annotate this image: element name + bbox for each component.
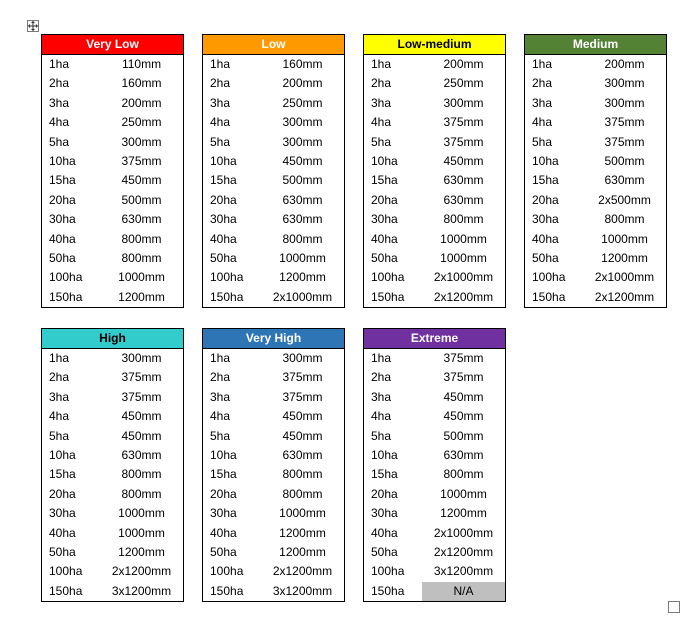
area-cell: 15ha (49, 173, 76, 188)
pipe-size-cell: 200mm (443, 57, 484, 71)
table-row (525, 249, 666, 268)
area-cell: 50ha (371, 250, 398, 265)
table-header: Low-medium (364, 35, 505, 55)
table-row (364, 368, 505, 387)
area-cell: 15ha (210, 467, 237, 482)
table-row (42, 504, 183, 523)
area-cell: 40ha (371, 231, 398, 246)
table-row (203, 94, 344, 113)
pipe-size-cell: 630mm (121, 447, 162, 462)
area-cell: 3ha (371, 389, 392, 404)
pipe-size-cell: 375mm (443, 134, 484, 149)
table-row (42, 465, 183, 484)
table-row (42, 249, 183, 268)
pipe-size-cell: 375mm (443, 370, 484, 385)
area-cell: 150ha (371, 289, 405, 304)
pipe-size-cell: 450mm (282, 409, 323, 424)
pipe-size-cell: 300mm (604, 76, 645, 91)
table-row (42, 582, 183, 601)
area-cell: 1ha (210, 57, 231, 71)
area-cell: 15ha (371, 467, 398, 482)
pipe-size-cell: 300mm (282, 115, 323, 130)
pipe-size-cell: 300mm (604, 95, 645, 110)
area-cell: 4ha (371, 115, 392, 130)
table-row (203, 249, 344, 268)
table-resize-handle-icon[interactable] (668, 601, 680, 613)
table-row (364, 582, 505, 601)
pipe-size-cell: 250mm (282, 95, 323, 110)
pipe-size-cell: 375mm (604, 134, 645, 149)
area-cell: 4ha (49, 115, 70, 130)
area-cell: 40ha (210, 525, 237, 540)
table-row (364, 288, 505, 307)
table-row (364, 268, 505, 287)
area-cell: 3ha (371, 95, 392, 110)
area-cell: 150ha (49, 289, 83, 304)
pipe-size-cell: 300mm (121, 351, 162, 365)
area-cell: 50ha (49, 544, 76, 559)
pipe-size-cell: 800mm (121, 467, 162, 482)
table-row (42, 407, 183, 426)
pipe-size-cell: 1000mm (440, 250, 487, 265)
table-row (203, 74, 344, 93)
area-cell: 150ha (210, 583, 244, 598)
area-cell: 15ha (371, 173, 398, 188)
table-row (42, 543, 183, 562)
table-row (525, 94, 666, 113)
area-cell: 4ha (210, 115, 231, 130)
pipe-size-cell: 450mm (443, 409, 484, 424)
area-cell: 5ha (532, 134, 553, 149)
table-row (42, 349, 183, 368)
area-cell: 10ha (210, 447, 237, 462)
table-row (203, 268, 344, 287)
table-row (364, 230, 505, 249)
area-cell: 150ha (210, 289, 244, 304)
pipe-size-cell: 1200mm (118, 289, 165, 304)
area-cell: 5ha (49, 428, 70, 443)
table-row (203, 446, 344, 465)
table-row (525, 210, 666, 229)
area-cell: 40ha (210, 231, 237, 246)
pipe-size-cell: 1200mm (279, 544, 326, 559)
area-cell: 10ha (532, 153, 559, 168)
pipe-size-cell: 300mm (282, 351, 323, 365)
pipe-size-cell: 2x1200mm (111, 564, 172, 579)
area-cell: 30ha (532, 212, 559, 227)
pipe-size-cell: 300mm (443, 95, 484, 110)
pipe-size-cell: 2x500mm (598, 192, 651, 207)
table-row (364, 388, 505, 407)
area-cell: 1ha (210, 351, 231, 365)
table-row (364, 446, 505, 465)
table-row (203, 485, 344, 504)
area-cell: 100ha (371, 270, 405, 285)
table-row (364, 55, 505, 74)
pipe-size-cell: 630mm (443, 447, 484, 462)
table-row (364, 74, 505, 93)
area-cell: 30ha (371, 506, 398, 521)
table-row (364, 210, 505, 229)
area-cell: 3ha (49, 95, 70, 110)
table-row (42, 94, 183, 113)
pipe-size-cell: 2x1200mm (433, 544, 494, 559)
pipe-size-cell: 1000mm (440, 486, 487, 501)
area-cell: 3ha (210, 95, 231, 110)
table-header: Low (203, 35, 344, 55)
area-cell: 2ha (210, 76, 231, 91)
table-row (203, 562, 344, 581)
pipe-size-cell: 3x1200mm (272, 583, 333, 598)
table-row (42, 113, 183, 132)
table-row (42, 268, 183, 287)
table-move-handle-icon[interactable] (27, 20, 39, 32)
table-row (525, 288, 666, 307)
pipe-size-cell: 630mm (282, 212, 323, 227)
pipe-size-cell: 375mm (443, 351, 484, 365)
table-row (42, 288, 183, 307)
area-cell: 15ha (210, 173, 237, 188)
area-cell: 150ha (371, 583, 405, 598)
table-row (525, 191, 666, 210)
table-row (42, 171, 183, 190)
pipe-size-cell: 450mm (443, 153, 484, 168)
area-cell: 50ha (49, 250, 76, 265)
pipe-size-cell: 630mm (282, 447, 323, 462)
table-row (42, 485, 183, 504)
table-row (203, 407, 344, 426)
pipe-size-cell: 3x1200mm (111, 583, 172, 598)
pipe-size-cell: 1200mm (440, 506, 487, 521)
table-row (203, 230, 344, 249)
pipe-size-cell: 2x1000mm (433, 270, 494, 285)
pipe-size-cell: 2x1200mm (433, 289, 494, 304)
table-row (203, 582, 344, 601)
table-row (364, 504, 505, 523)
table-row (364, 407, 505, 426)
area-cell: 1ha (49, 351, 70, 365)
area-cell: 5ha (49, 134, 70, 149)
pipe-size-cell: 800mm (121, 231, 162, 246)
table-row (42, 368, 183, 387)
table-header: High (42, 329, 183, 349)
table-row (525, 268, 666, 287)
area-cell: 10ha (49, 153, 76, 168)
table-row (203, 388, 344, 407)
area-cell: 100ha (532, 270, 566, 285)
table-row (42, 210, 183, 229)
area-cell: 50ha (532, 250, 559, 265)
area-cell: 30ha (49, 506, 76, 521)
table-row (203, 543, 344, 562)
area-cell: 20ha (371, 192, 398, 207)
table-very-low (41, 34, 184, 308)
table-row (203, 133, 344, 152)
area-cell: 20ha (49, 192, 76, 207)
table-row (364, 191, 505, 210)
table-row (203, 191, 344, 210)
table-row (42, 74, 183, 93)
table-header: Extreme (364, 329, 505, 349)
area-cell: 10ha (371, 447, 398, 462)
pipe-size-cell: 630mm (282, 192, 323, 207)
table-row (364, 485, 505, 504)
table-row (364, 543, 505, 562)
pipe-size-cell: 800mm (604, 212, 645, 227)
pipe-size-cell: 375mm (121, 370, 162, 385)
area-cell: 4ha (49, 409, 70, 424)
pipe-size-cell: 375mm (282, 370, 323, 385)
pipe-size-cell: 300mm (282, 134, 323, 149)
area-cell: 2ha (210, 370, 231, 385)
area-cell: 1ha (532, 57, 553, 71)
area-cell: 20ha (49, 486, 76, 501)
table-row (203, 210, 344, 229)
area-cell: 20ha (210, 486, 237, 501)
area-cell: 100ha (210, 270, 244, 285)
area-cell: 4ha (210, 409, 231, 424)
area-cell: 100ha (210, 564, 244, 579)
table-header: Very Low (42, 35, 183, 55)
pipe-size-cell: 800mm (282, 486, 323, 501)
table-row (42, 562, 183, 581)
area-cell: 5ha (210, 134, 231, 149)
pipe-size-cell: 800mm (121, 250, 162, 265)
table-row (42, 55, 183, 74)
area-cell: 100ha (49, 270, 83, 285)
area-cell: 2ha (49, 76, 70, 91)
pipe-size-cell: 1200mm (118, 544, 165, 559)
pipe-size-cell: 1200mm (279, 525, 326, 540)
table-very-high (202, 328, 345, 602)
area-cell: 1ha (371, 351, 392, 365)
pipe-size-cell: 1000mm (279, 250, 326, 265)
pipe-size-cell: 800mm (443, 467, 484, 482)
pipe-size-cell: 200mm (282, 76, 323, 91)
pipe-size-cell: 200mm (121, 95, 162, 110)
table-row (42, 152, 183, 171)
table-row (525, 55, 666, 74)
table-row (525, 230, 666, 249)
table-row (364, 249, 505, 268)
pipe-size-cell: 200mm (604, 57, 645, 71)
pipe-size-cell: 375mm (604, 115, 645, 130)
pipe-size-cell: 375mm (121, 389, 162, 404)
pipe-size-cell: 375mm (443, 115, 484, 130)
area-cell: 150ha (49, 583, 83, 598)
pipe-size-cell: 3x1200mm (433, 564, 494, 579)
area-cell: 4ha (532, 115, 553, 130)
area-cell: 30ha (371, 212, 398, 227)
area-cell: 3ha (210, 389, 231, 404)
table-row (203, 504, 344, 523)
table-row (364, 349, 505, 368)
area-cell: 40ha (49, 525, 76, 540)
table-row (364, 152, 505, 171)
table-row (364, 562, 505, 581)
area-cell: 2ha (532, 76, 553, 91)
pipe-size-cell: 500mm (443, 428, 484, 443)
area-cell: 10ha (49, 447, 76, 462)
area-cell: 40ha (49, 231, 76, 246)
area-cell: 1ha (371, 57, 392, 71)
area-cell: 5ha (371, 134, 392, 149)
area-cell: 30ha (49, 212, 76, 227)
pipe-size-cell: 450mm (443, 389, 484, 404)
pipe-size-cell: N/A (422, 582, 505, 601)
pipe-size-cell: 160mm (121, 76, 162, 91)
pipe-size-cell: 500mm (282, 173, 323, 188)
table-row (203, 113, 344, 132)
pipe-size-cell: 375mm (121, 153, 162, 168)
table-row (203, 288, 344, 307)
area-cell: 2ha (49, 370, 70, 385)
area-cell: 3ha (532, 95, 553, 110)
area-cell: 100ha (49, 564, 83, 579)
pipe-size-cell: 1000mm (118, 506, 165, 521)
pipe-size-cell: 800mm (282, 231, 323, 246)
table-low-medium (363, 34, 506, 308)
area-cell: 5ha (371, 428, 392, 443)
area-cell: 15ha (49, 467, 76, 482)
area-cell: 100ha (371, 564, 405, 579)
table-row (364, 524, 505, 543)
area-cell: 4ha (371, 409, 392, 424)
table-extreme (363, 328, 506, 602)
pipe-size-cell: 1000mm (118, 525, 165, 540)
table-row (42, 191, 183, 210)
table-high (41, 328, 184, 602)
table-row (525, 113, 666, 132)
table-header: Very High (203, 329, 344, 349)
table-row (364, 171, 505, 190)
pipe-size-cell: 1200mm (601, 250, 648, 265)
area-cell: 20ha (371, 486, 398, 501)
pipe-size-cell: 2x1000mm (433, 525, 494, 540)
pipe-size-cell: 1000mm (279, 506, 326, 521)
table-row (525, 74, 666, 93)
area-cell: 3ha (49, 389, 70, 404)
pipe-size-cell: 800mm (121, 486, 162, 501)
area-cell: 40ha (532, 231, 559, 246)
area-cell: 30ha (210, 506, 237, 521)
area-cell: 50ha (371, 544, 398, 559)
area-cell: 30ha (210, 212, 237, 227)
pipe-size-cell: 375mm (282, 389, 323, 404)
table-row (203, 349, 344, 368)
table-row (364, 113, 505, 132)
area-cell: 2ha (371, 76, 392, 91)
pipe-size-cell: 450mm (121, 173, 162, 188)
table-row (525, 152, 666, 171)
pipe-size-cell: 2x1000mm (272, 289, 333, 304)
table-row (203, 152, 344, 171)
pipe-size-cell: 450mm (282, 428, 323, 443)
pipe-size-cell: 630mm (443, 173, 484, 188)
pipe-size-cell: 2x1000mm (594, 270, 655, 285)
pipe-size-cell: 500mm (604, 153, 645, 168)
area-cell: 1ha (49, 57, 70, 71)
table-row (525, 133, 666, 152)
table-row (42, 427, 183, 446)
table-row (42, 524, 183, 543)
pipe-size-cell: 450mm (121, 428, 162, 443)
table-row (203, 171, 344, 190)
area-cell: 20ha (532, 192, 559, 207)
pipe-size-cell: 1200mm (279, 270, 326, 285)
table-row (364, 427, 505, 446)
pipe-size-cell: 2x1200mm (594, 289, 655, 304)
table-row (42, 133, 183, 152)
area-cell: 5ha (210, 428, 231, 443)
pipe-size-cell: 450mm (121, 409, 162, 424)
pipe-size-cell: 1000mm (118, 270, 165, 285)
pipe-size-cell: 250mm (121, 115, 162, 130)
table-row (42, 388, 183, 407)
table-medium (524, 34, 667, 308)
table-row (203, 427, 344, 446)
pipe-size-cell: 110mm (121, 57, 162, 71)
pipe-size-cell: 630mm (604, 173, 645, 188)
pipe-size-cell: 250mm (443, 76, 484, 91)
table-row (203, 368, 344, 387)
pipe-size-cell: 160mm (282, 57, 323, 71)
area-cell: 15ha (532, 173, 559, 188)
table-row (364, 465, 505, 484)
area-cell: 10ha (371, 153, 398, 168)
pipe-size-cell: 450mm (282, 153, 323, 168)
pipe-size-cell: 2x1200mm (272, 564, 333, 579)
table-row (364, 94, 505, 113)
table-row (364, 133, 505, 152)
area-cell: 50ha (210, 544, 237, 559)
area-cell: 150ha (532, 289, 566, 304)
table-row (42, 230, 183, 249)
area-cell: 2ha (371, 370, 392, 385)
pipe-size-cell: 1000mm (440, 231, 487, 246)
table-row (525, 171, 666, 190)
pipe-size-cell: 630mm (121, 212, 162, 227)
table-low (202, 34, 345, 308)
table-row (42, 446, 183, 465)
pipe-size-cell: 500mm (121, 192, 162, 207)
area-cell: 10ha (210, 153, 237, 168)
table-row (203, 465, 344, 484)
table-row (203, 524, 344, 543)
table-header: Medium (525, 35, 666, 55)
pipe-size-cell: 1000mm (601, 231, 648, 246)
pipe-size-cell: 800mm (282, 467, 323, 482)
pipe-size-cell: 300mm (121, 134, 162, 149)
area-cell: 20ha (210, 192, 237, 207)
pipe-size-cell: 630mm (443, 192, 484, 207)
pipe-size-cell: 800mm (443, 212, 484, 227)
table-row (203, 55, 344, 74)
area-cell: 50ha (210, 250, 237, 265)
area-cell: 40ha (371, 525, 398, 540)
